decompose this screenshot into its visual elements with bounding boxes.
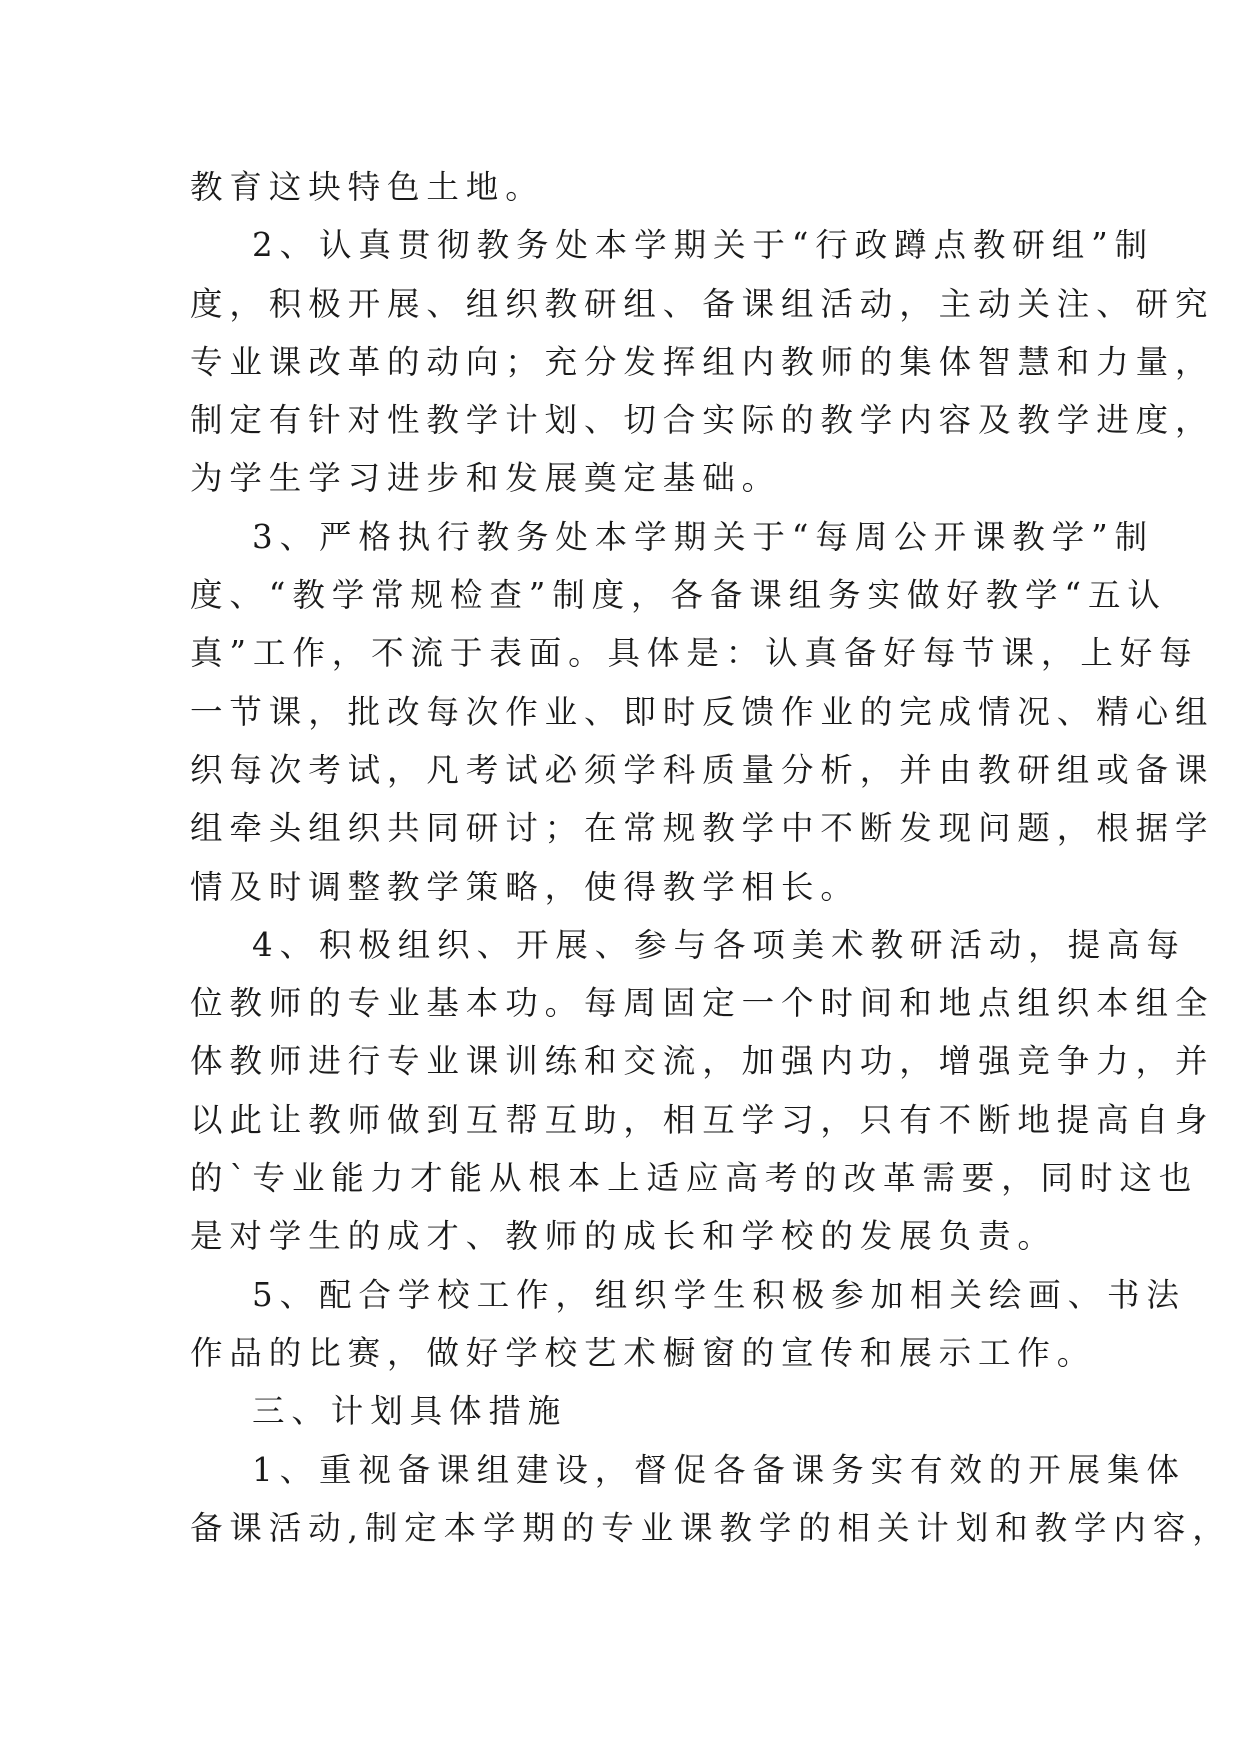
text-line: 制定有针对性教学计划、切合实际的教学内容及教学进度， xyxy=(190,401,1215,440)
text-line: 体教师进行专业课训练和交流，加强内功，增强竞争力，并 xyxy=(190,1042,1215,1081)
text-line: 织每次考试，凡考试必须学科质量分析，并由教研组或备课 xyxy=(190,750,1215,789)
section-heading: 三、计划具体措施 xyxy=(252,1392,568,1431)
text-line: 情及时调整教学策略，使得教学相长。 xyxy=(190,867,860,906)
text-line: 4、积极组织、开展、参与各项美术教研活动，提高每 xyxy=(252,925,1186,964)
text-line: 备课活动,制定本学期的专业课教学的相关计划和教学内容， xyxy=(190,1508,1232,1547)
text-line: 以此让教师做到互帮互助，相互学习，只有不断地提高自身 xyxy=(190,1100,1215,1139)
text-line: 位教师的专业基本功。每周固定一个时间和地点组织本组全 xyxy=(190,984,1215,1023)
text-line: 组牵头组织共同研讨；在常规教学中不断发现问题，根据学 xyxy=(190,809,1215,848)
text-line: 的`专业能力才能从根本上适应高考的改革需要，同时这也 xyxy=(190,1159,1199,1198)
text-line: 是对学生的成才、教师的成长和学校的发展负责。 xyxy=(190,1217,1057,1256)
text-line: 一节课，批改每次作业、即时反馈作业的完成情况、精心组 xyxy=(190,692,1215,731)
text-line: 专业课改革的动向；充分发挥组内教师的集体智慧和力量， xyxy=(190,342,1215,381)
text-line: 1、重视备课组建设，督促各备课务实有效的开展集体 xyxy=(252,1450,1186,1489)
text-line: 度，积极开展、组织教研组、备课组活动，主动关注、研究 xyxy=(190,284,1215,323)
text-line: 作品的比赛，做好学校艺术橱窗的宣传和展示工作。 xyxy=(190,1333,1097,1372)
text-line: 5、配合学校工作，组织学生积极参加相关绘画、书法 xyxy=(252,1275,1186,1314)
text-line: 为学生学习进步和发展奠定基础。 xyxy=(190,459,782,498)
text-line: 2、认真贯彻教务处本学期关于“行政蹲点教研组”制 xyxy=(252,226,1155,265)
text-line: 度、“教学常规检查”制度，各备课组务实做好教学“五认 xyxy=(190,576,1167,615)
text-line: 教育这块特色土地。 xyxy=(190,168,545,206)
text-line: 3、严格执行教务处本学期关于“每周公开课教学”制 xyxy=(252,517,1155,556)
text-line: 真”工作，不流于表面。具体是：认真备好每节课，上好每 xyxy=(190,634,1199,673)
document-body xyxy=(190,158,1232,1557)
